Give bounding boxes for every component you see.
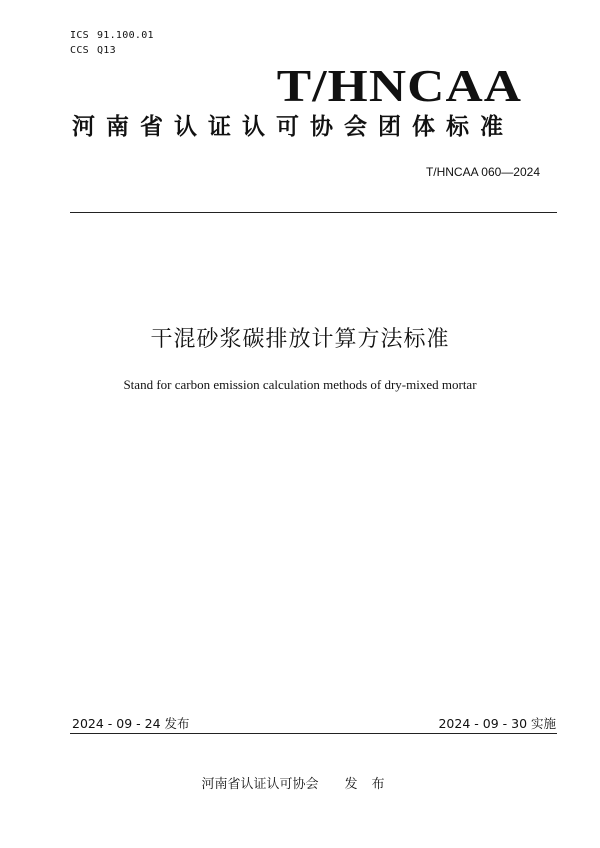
implementation-date: 2024 - 09 - 30 实施 [438,716,556,731]
publisher-action: 发布 [344,777,399,792]
top-divider [70,212,557,213]
ics-classification [70,30,154,42]
document-title-en: Stand for carbon emission calculation methods of dry-mixed mortar [123,377,477,392]
ccs-label: CCS [70,45,89,56]
bottom-divider [70,733,557,734]
ics-code: 91.100.01 [96,30,154,41]
ccs-classification [70,45,116,57]
issue-date: 2024 - 09 - 24 发布 [72,716,190,731]
org-standard-name: 河南省认证认可协会团体标准 [72,114,514,140]
publisher-name: 河南省认证认可协会 [201,777,319,792]
association-logo: T/HNCAA [276,60,522,111]
publisher-line [0,776,600,794]
ics-label: ICS [70,30,89,41]
standard-number: T/HNCAA 060—2024 [425,165,540,179]
document-title-cn: 干混砂浆碳排放计算方法标准 [150,327,450,352]
ccs-code: Q13 [96,45,116,56]
